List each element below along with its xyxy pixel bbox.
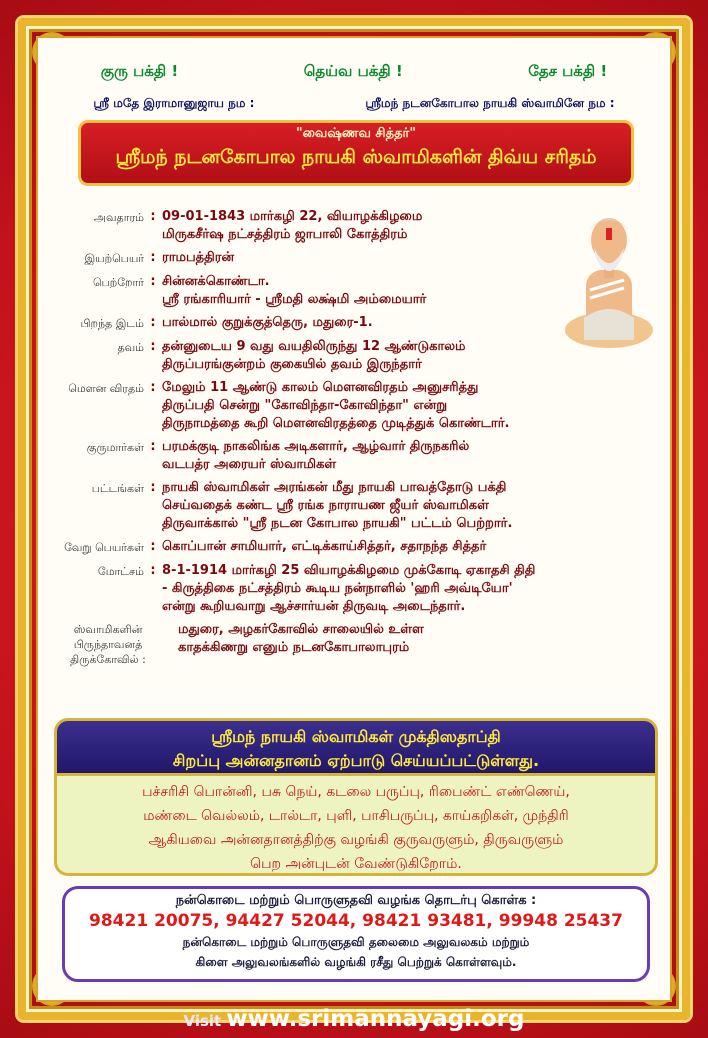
row-separator: : [150, 315, 156, 330]
contact-heading: நன்கொடை மற்றும் பொருளுதவி வழங்க தொடர்பு கொள்க : [175, 893, 537, 908]
salutation-right: ஸ்ரீமந் நடனகோபால நாயகி ஸ்வாமினே நம : [365, 96, 615, 110]
banner-line: சிறப்பு அன்னதானம் ஏற்பாடு செய்யப்பட்டுள்ளது. [172, 751, 540, 770]
row-label: அவதாரம் [93, 211, 144, 224]
row-label: பிறந்த இடம் [80, 317, 144, 330]
title-tagline: "வைஷ்ணவ சித்தர்" [295, 126, 417, 141]
row-label: இயற்பெயர் [84, 252, 144, 265]
donation-line: பச்சரிசி பொன்னி, பசு நெய், கடலை பருப்பு, ரிபைண்ட் எண்ணெய், [142, 784, 570, 800]
list-item [38, 208, 670, 244]
annadanam-banner [54, 718, 658, 776]
row-separator: : [150, 209, 156, 224]
row-label: குருமார்கள் [86, 441, 144, 454]
website-link[interactable]: www.srimannayagi.org [226, 1006, 525, 1032]
list-item [38, 538, 670, 557]
donation-line: பெற அன்புடன் வேண்டுகிறோம். [250, 856, 462, 872]
content-panel [36, 36, 672, 1002]
list-item [38, 438, 670, 474]
phone-numbers[interactable]: 98421 20075, 94427 52044, 98421 93481, 99948 25437 [89, 911, 623, 931]
contact-note-line: கிளை அலுவலங்களில் வழங்கி ரசீது பெற்றுக் கொள்ளவும். [195, 955, 517, 969]
donation-line: மண்டை வெல்லம், டால்டா, புளி, பாசிபருப்பு, காய்கறிகள், முந்திரி [143, 808, 569, 824]
row-value: சின்னக்கொண்டா. ஸ்ரீ ரங்காரியார் - ஸ்ரீமதி லக்ஷ்மி அம்மையார் [162, 274, 427, 307]
donation-items-box [54, 776, 658, 876]
row-separator: : [150, 274, 156, 289]
row-value: பரமக்குடி நாகலிங்க அடிகளார், ஆழ்வார் திருநகரில் வடபத்ர அரையர் ஸ்வாமிகள் [162, 439, 470, 472]
row-label: மோட்சம் [97, 565, 144, 578]
row-label: ஸ்வாமிகளின் பிருந்தாவனத் திருக்கோவில் : [70, 623, 146, 666]
row-label: பெற்றோர் [92, 276, 144, 289]
row-label: மௌன விரதம் [68, 382, 144, 395]
slogans [38, 62, 670, 82]
row-separator: : [150, 439, 156, 454]
page-title: ஸ்ரீமந் நடனகோபால நாயகி ஸ்வாமிகளின் திவ்ய சரிதம் [115, 146, 597, 168]
website-footer [0, 1006, 708, 1032]
list-item [38, 621, 670, 667]
row-value: நாயகி ஸ்வாமிகள் அரங்கன் மீது நாயகி பாவத்தோடு பக்தி செய்வதைக் கண்ட ஸ்ரீ ரங்க நாராயண ஜீயர் ஸ்வாமிகள் திருவாக்கால் "ஸ்ரீ நடன கோபால நாயகி" பட்டம் பெற்றார். [162, 480, 513, 531]
list-item [38, 314, 670, 333]
list-item [38, 273, 670, 309]
row-label: தவம் [117, 341, 144, 354]
title-banner [78, 120, 634, 186]
list-item [38, 249, 670, 268]
row-value: ராமபத்திரன் [162, 250, 235, 265]
contact-note-line: நன்கொடை மற்றும் பொருளுதவி தலைமை அலுவலகம் மற்றும் [182, 935, 530, 949]
salutations [38, 96, 670, 112]
row-value: மதுரை, அழகர்கோவில் சாலையில் உள்ள காதக்கிணறு எனும் நடனகோபாலாபுரம் [178, 622, 424, 655]
list-item [38, 479, 670, 533]
list-item [38, 379, 670, 433]
row-value: தன்னுடைய 9 வது வயதிலிருந்து 12 ஆண்டுகாலம் திருப்பரங்குன்றம் குகையில் தவம் இருந்தார் [162, 339, 466, 372]
row-value: கொப்பான் சாமியார், எட்டிக்காய்சித்தர், சதாநந்த சித்தர் [162, 539, 487, 554]
row-value: மேலும் 11 ஆண்டு காலம் மௌனவிரதம் அனுசரித்து திருப்பதி சென்று "கோவிந்தா-கோவிந்தா" என்று திருநாமத்தை கூறி மௌனவிரதத்தை முடித்துக் கொண்டார். [162, 380, 510, 431]
contact-box [62, 886, 650, 982]
slogan-desa: தேச பக்தி ! [528, 62, 608, 80]
row-separator: : [150, 250, 156, 265]
biography-list [38, 208, 670, 672]
row-value: 09-01-1843 மார்கழி 22, வியாழக்கிழமை மிருகசீர்ஷ நட்சத்திரம் ஜாபாலி கோத்திரம் [162, 209, 423, 242]
list-item [38, 562, 670, 616]
row-value: பால்மால் குறுக்குத்தெரு, மதுரை-1. [162, 315, 373, 330]
donation-line: ஆகியவை அன்னதானத்திற்கு வழங்கி குருவருளும், திருவருளும் [148, 832, 564, 848]
salutation-left: ஸ்ரீ மதே இராமானுஜாய நம : [93, 96, 255, 110]
banner-line: ஸ்ரீமந் நாயகி ஸ்வாமிகள் முக்திஸதாப்தி [211, 727, 501, 746]
visit-label: Visit [183, 1012, 222, 1030]
row-separator: : [150, 480, 156, 495]
row-label: பட்டங்கள் [91, 482, 144, 495]
slogan-deiva: தெய்வ பக்தி ! [303, 62, 403, 80]
slogan-guru: குரு பக்தி ! [100, 62, 179, 80]
row-separator: : [150, 539, 156, 554]
row-separator: : [150, 563, 156, 578]
row-value: 8-1-1914 மார்கழி 25 வியாழக்கிழமை முக்கோடி ஏகாதசி திதி - கிருத்திகை நட்சத்திரம் கூடிய நன்நாளில் 'ஹரி அவ்டியோ' என்று கூறியவாறு ஆச்சார்யன் திருவடி அடைந்தார். [162, 563, 536, 614]
row-label: வேறு பெயர்கள் [64, 541, 144, 554]
row-separator: : [150, 380, 156, 395]
row-separator: : [150, 339, 156, 354]
list-item [38, 338, 670, 374]
